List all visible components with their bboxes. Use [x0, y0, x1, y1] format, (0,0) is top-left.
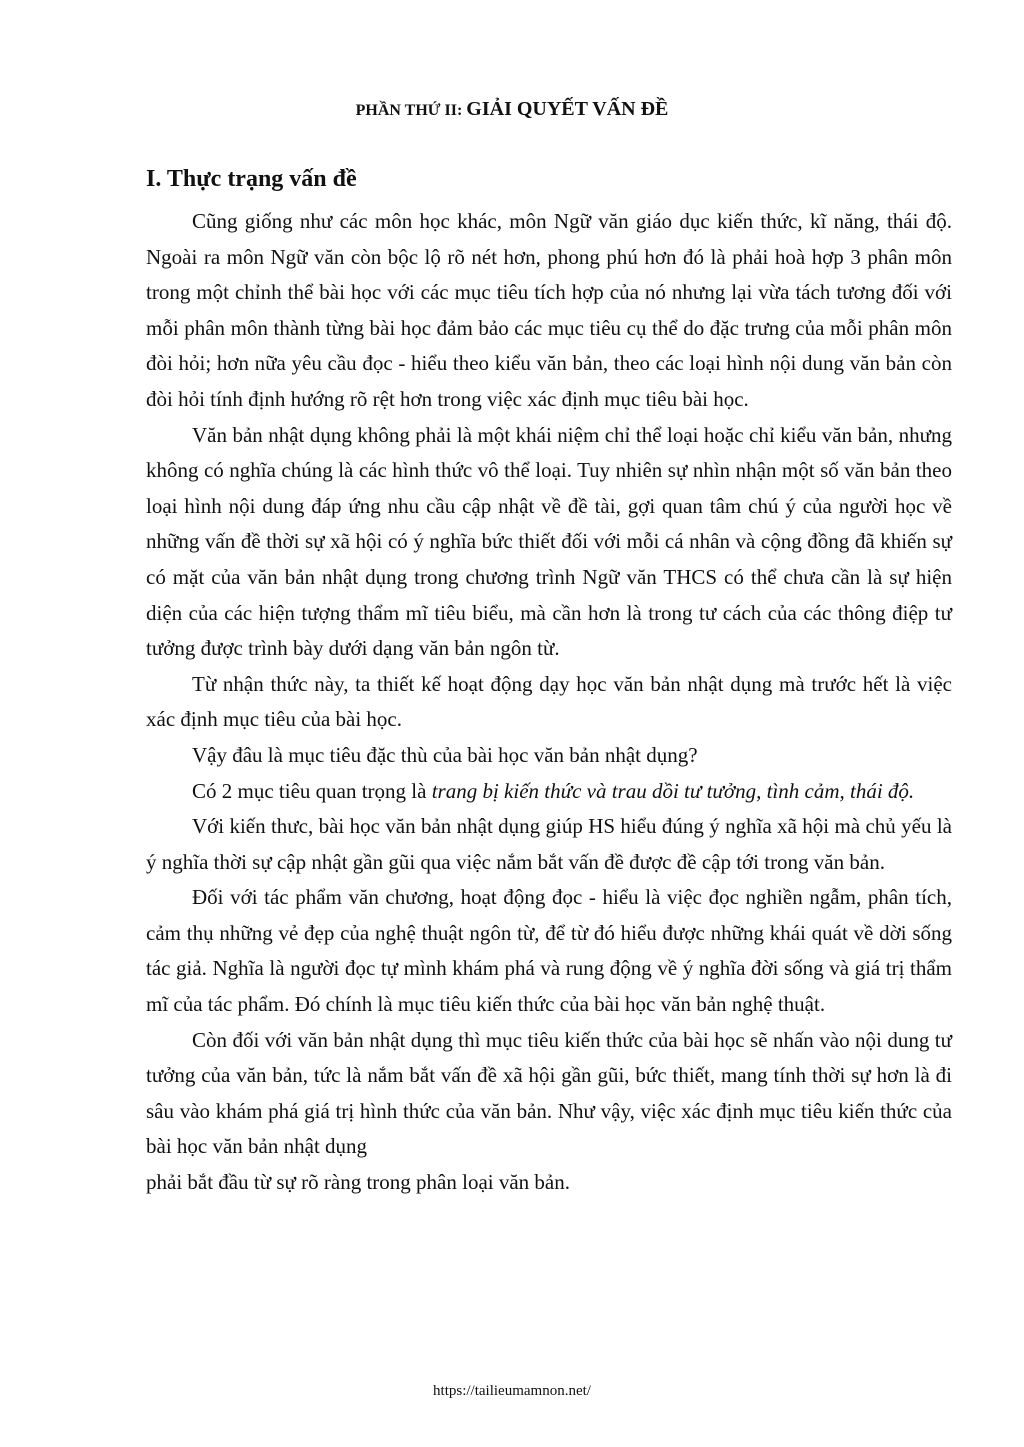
- part-title: [0, 98, 1024, 121]
- paragraph-7: Đối với tác phẩm văn chương, hoạt động đọc - hiểu là việc đọc nghiền ngẫm, phân tích, cảm thụ những vẻ đẹp của nghệ thuật ngôn từ, để từ đó hiểu được những khái quát về dời sống tác giả. Nghĩa là người đọc tự mình khám phá và rung động về ý nghĩa đời sống và giá trị thẩm mĩ của tác phẩm. Đó chính là mục tiêu kiến thức của bài học văn bản nghệ thuật.: [146, 885, 952, 1017]
- paragraph-2: Văn bản nhật dụng không phải là một khái niệm chỉ thể loại hoặc chỉ kiểu văn bản, nhưng không có nghĩa chúng là các hình thức vô thể loại. Tuy nhiên sự nhìn nhận một số văn bản theo loại hình nội dung đáp ứng nhu cầu cập nhật về đề tài, gợi quan tâm chú ý của người học về những vấn đề thời sự xã hội có ý nghĩa bức thiết đối với mỗi cá nhân và cộng đồng đã khiến sự có mặt của văn bản nhật dụng trong chương trình Ngữ văn THCS có thể chưa cần là sự hiện diện của các hiện tượng thẩm mĩ tiêu biểu, mà cần hơn là trong tư cách của các thông điệp tư tưởng được trình bày dưới dạng văn bản ngôn từ.: [146, 422, 952, 661]
- paragraph-5-text: Có 2 mục tiêu quan trọng là: [192, 778, 432, 803]
- paragraph-6: Với kiến thưc, bài học văn bản nhật dụng giúp HS hiểu đúng ý nghĩa xã hội mà chủ yếu là ý nghĩa thời sự cập nhật gần gũi qua việc nắm bắt vấn đề được đề cập tới trong văn bản.: [146, 814, 952, 874]
- paragraph-8: Còn đối với văn bản nhật dụng thì mục tiêu kiến thức của bài học sẽ nhấn vào nội dung tư tưởng của văn bản, tức là nắm bắt vấn đề xã hội gần gũi, bức thiết, mang tính thời sự hơn là đi sâu vào khám phá giá trị hình thức của văn bản. Như vậy, việc xác định mục tiêu kiến thức của bài học văn bản nhật dụng: [146, 1027, 952, 1159]
- paragraph-1: Cũng giống như các môn học khác, môn Ngữ văn giáo dục kiến thức, kĩ năng, thái độ. Ngoài ra môn Ngữ văn còn bộc lộ rõ nét hơn, phong phú hơn đó là phải hoà hợp 3 phân môn trong một chỉnh thể bài học với các mục tiêu tích hợp của nó nhưng lại vừa tách tương đối với mỗi phân môn thành từng bài học đảm bảo các mục tiêu cụ thể do đặc trưng của mỗi phân môn đòi hỏi; hơn nữa yêu cầu đọc - hiểu theo kiểu văn bản, theo các loại hình nội dung văn bản còn đòi hỏi tính định hướng rõ rệt hơn trong việc xác định mục tiêu bài học.: [146, 209, 952, 411]
- paragraph-4: Vậy đâu là mục tiêu đặc thù của bài học văn bản nhật dụng?: [192, 742, 698, 767]
- paragraph-3: Từ nhận thức này, ta thiết kế hoạt động dạy học văn bản nhật dụng mà trước hết là việc xác định mục tiêu của bài học.: [146, 671, 952, 732]
- paragraph-5: [146, 774, 952, 810]
- body-text: [146, 204, 952, 1201]
- paragraph-5-italic: trang bị kiến thức và trau dồi tư tưởng, tình cảm, thái độ.: [431, 778, 915, 803]
- part-title-main: GIẢI QUYẾT VẤN ĐỀ: [466, 98, 669, 120]
- paragraph-9: phải bắt đầu từ sự rõ ràng trong phân loại văn bản.: [146, 1170, 570, 1195]
- part-title-prefix: PHẦN THỨ II:: [355, 102, 467, 119]
- footer-url[interactable]: https://tailieumamnon.net/: [433, 1383, 591, 1399]
- section-heading: I. Thực trạng vấn đề: [146, 166, 357, 192]
